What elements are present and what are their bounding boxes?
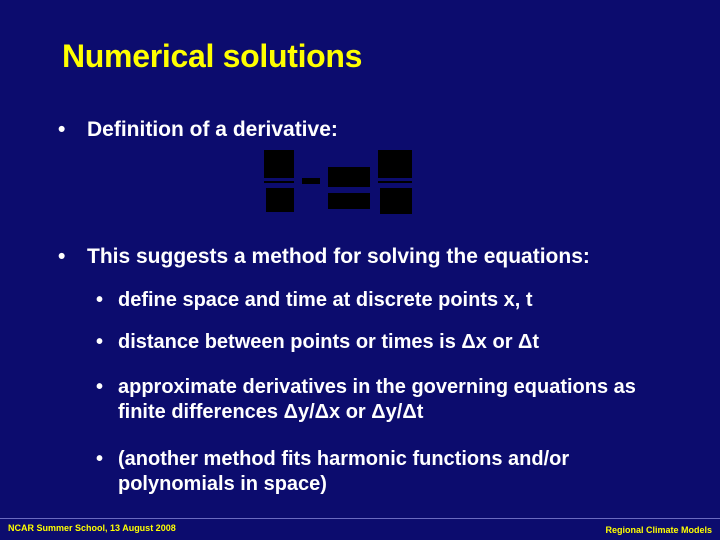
eq-left-fraction-bar [264, 181, 294, 183]
eq-right-numerator [378, 150, 412, 178]
eq-limit-symbol [328, 167, 370, 187]
sub-bullet-text: define space and time at discrete points x, t [118, 289, 533, 311]
sub-bullet-text: (another method fits harmonic functions and/or polynomials in space) [118, 448, 570, 495]
sub-bullet-marker: • [96, 331, 104, 353]
footer-divider [0, 518, 720, 519]
eq-left-denominator [266, 188, 294, 212]
derivative-equation-image [262, 147, 414, 217]
sub-bullet-marker: • [96, 289, 104, 311]
bullet-text: This suggests a method for solving the equations: [87, 245, 590, 268]
bullet-marker: • [58, 245, 66, 268]
eq-right-fraction-bar [378, 181, 412, 183]
eq-equals-sign [302, 178, 320, 184]
sub-bullet-text: approximate derivatives in the governing equations as finite differences Δy/Δx or Δy/Δt [118, 376, 636, 423]
eq-left-numerator [264, 150, 294, 178]
sub-bullet-text: distance between points or times is Δx or Δt [118, 331, 540, 353]
slide-title: Numerical solutions [62, 38, 363, 74]
eq-limit-subscript [328, 193, 370, 209]
bullet-text: Definition of a derivative: [87, 118, 338, 141]
footer-course-label: Regional Climate Models [605, 525, 712, 535]
eq-right-denominator [380, 188, 412, 214]
sub-bullet-marker: • [96, 448, 104, 470]
footer-event-label: NCAR Summer School, 13 August 2008 [8, 523, 176, 533]
bullet-marker: • [58, 118, 66, 141]
sub-bullet-marker: • [96, 376, 104, 398]
